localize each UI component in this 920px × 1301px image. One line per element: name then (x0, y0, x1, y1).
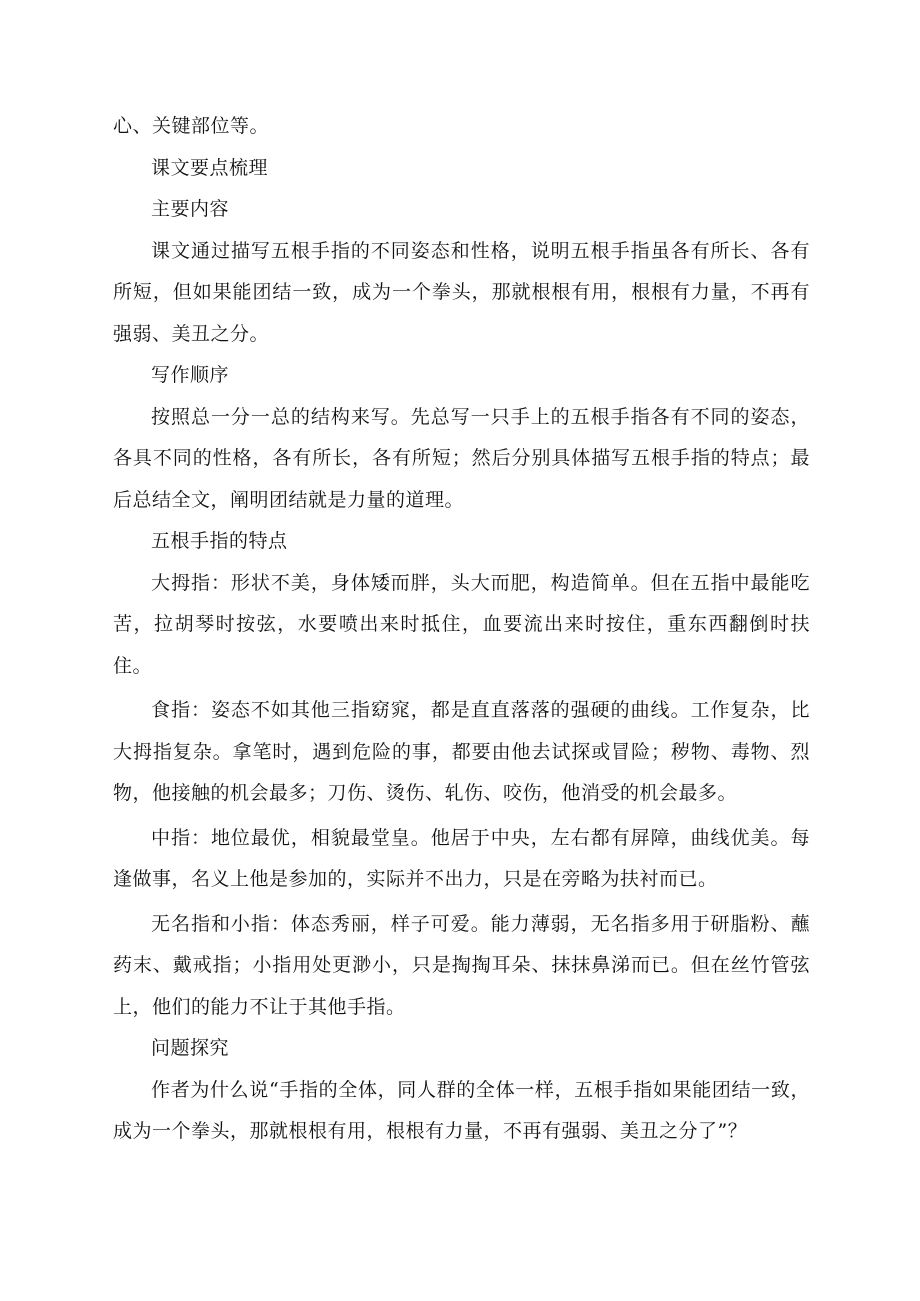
paragraph-middle-finger: 中指：地位最优，相貌最堂皇。他居于中央，左右都有屏障，曲线优美。每逢做事，名义上他是参加的，实际并不出力，只是在旁略为扶衬而已。 (113, 826, 810, 890)
paragraph-main-content: 课文通过描写五根手指的不同姿态和性格，说明五根手指虽各有所长、各有所短，但如果能团结一致，成为一个拳头，那就根根有用，根根有力量，不再有强弱、美丑之分。 (113, 239, 810, 345)
paragraph-writing-order: 按照总一分一总的结构来写。先总写一只手上的五根手指各有不同的姿态，各具不同的性格，各有所长，各有所短；然后分别具体描写五根手指的特点；最后总结全文，阐明团结就是力量的道理。 (113, 405, 810, 511)
paragraph-index-finger: 食指：姿态不如其他三指窈窕，都是直直落落的强硬的曲线。工作复杂，比大拇指复杂。拿笔时，遇到危险的事，都要由他去试探或冒险；秽物、毒物、烈物，他接触的机会最多；刀伤、烫伤、轧伤、咬伤，他消受的机会最多。 (113, 699, 810, 804)
paragraph-ring-and-little-finger: 无名指和小指：体态秀丽，样子可爱。能力薄弱，无名指多用于研脂粉、蘸药末、戴戒指；小指用处更渺小，只是掏掏耳朵、抹抹鼻涕而已。但在丝竹管弦上，他们的能力不让于其他手指。 (113, 912, 810, 1018)
paragraph-question: 作者为什么说“手指的全体，同人群的全体一样，五根手指如果能团结一致，成为一个拳头，那就根根有用，根根有力量，不再有强弱、美丑之分了”？ (113, 1078, 810, 1142)
subheading-question-inquiry: 问题探究 (151, 1037, 230, 1059)
paragraph-thumb: 大拇指：形状不美，身体矮而胖，头大而肥，构造简单。但在五指中最能吃苦，拉胡琴时按弦，水要喷出来时抵住，血要流出来时按住，重东西翻倒时扶住。 (113, 571, 810, 677)
subheading-writing-order: 写作顺序 (151, 364, 230, 386)
subheading-finger-features: 五根手指的特点 (151, 530, 288, 552)
document-body (113, 106, 810, 1153)
paragraph-continuation: 心、关键部位等。 (113, 115, 270, 137)
section-heading-key-points: 课文要点梳理 (151, 156, 269, 179)
subheading-main-content: 主要内容 (151, 198, 230, 220)
